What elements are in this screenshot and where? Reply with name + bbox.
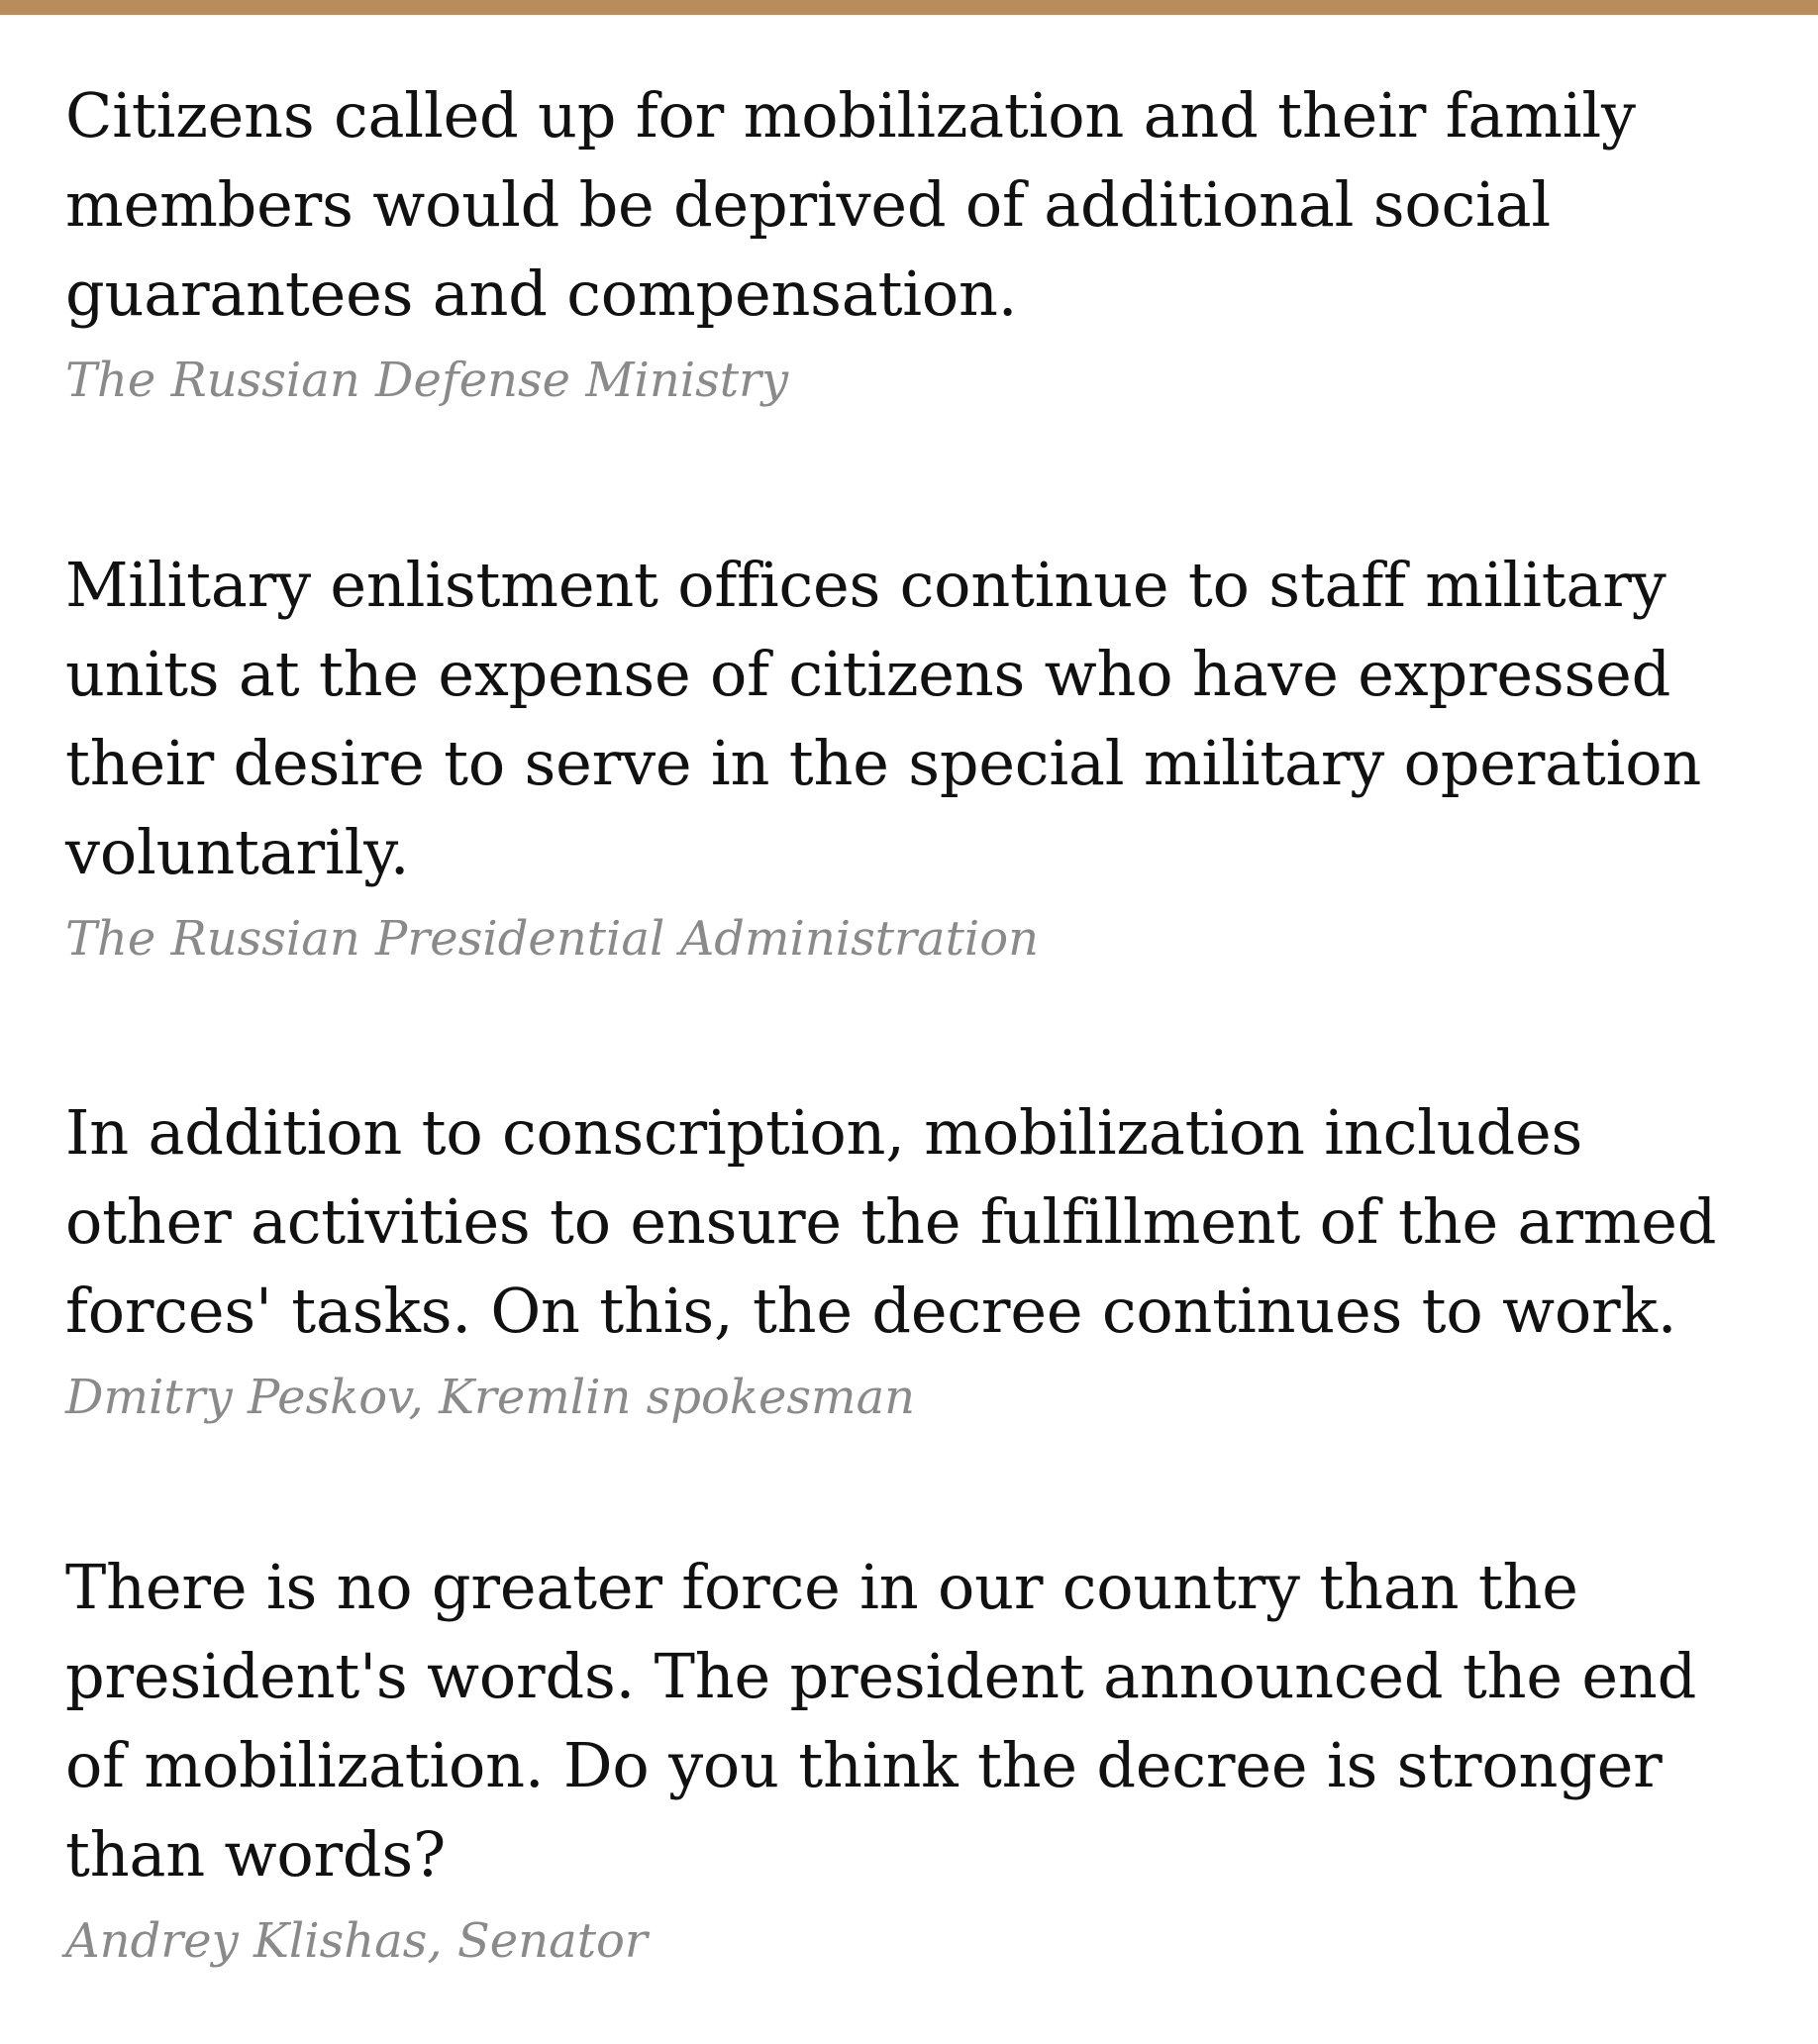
quote-block [65,1543,1749,1971]
quote-block [65,541,1749,969]
quote-source: Andrey Klishas, Senator [65,1913,648,1969]
quote-text: There is no greater force in our country than the president's words. The president announced the end of mobilization. Do you think the decree is stronger than words? [65,1551,1697,1891]
quote-text: Citizens called up for mobilization and their family members would be deprived of additional social guarantees and compensation. [65,79,1636,330]
quote-text: Military enlistment offices continue to staff military units at the expense of citizens who have expressed their desire to serve in the special military operation voluntarily. [65,549,1702,888]
quote-source: Dmitry Peskov, Kremlin spokesman [65,1370,916,1425]
quote-block [65,1088,1749,1427]
quote-block [65,71,1749,410]
quote-text: In addition to conscription, mobilization includes other activities to ensure the fulfillment of the armed forces' tasks. On this, the decree continues to work. [65,1096,1717,1347]
quote-source: The Russian Presidential Administration [65,911,1040,967]
quote-source: The Russian Defense Ministry [65,353,789,408]
top-accent-bar [0,0,1818,15]
